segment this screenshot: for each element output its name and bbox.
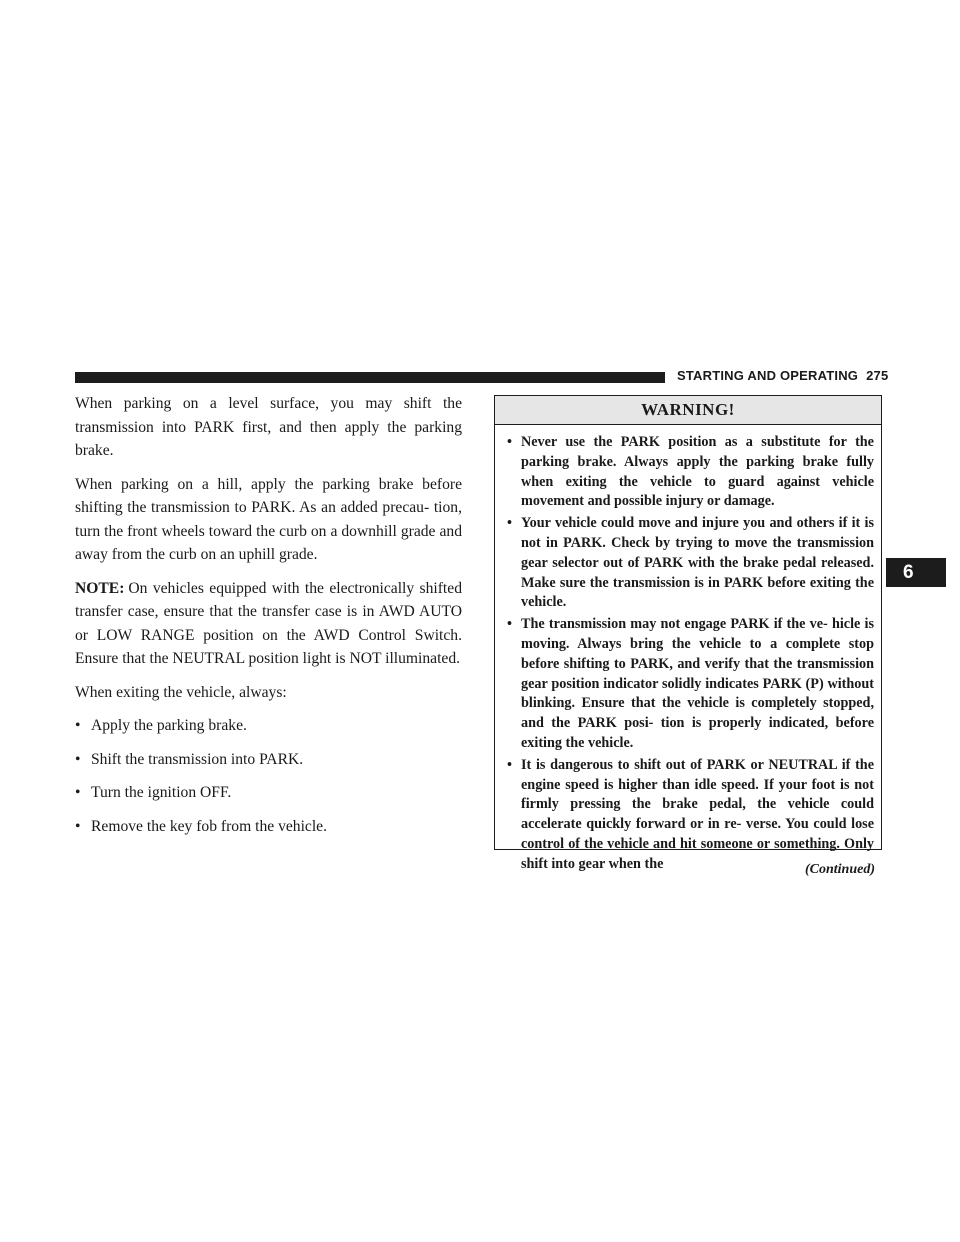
- warning-list: [495, 425, 881, 875]
- list-item: • Turn the ignition OFF.: [75, 781, 462, 805]
- warning-item: • It is dangerous to shift out of PARK or NEUTRAL if the engine speed is higher than idle speed. If your foot is not firmly pressing the brake pedal, the vehicle could accelerate quickly forward or in re- verse. You could lose control of the vehicle and hit someone or something. Only shift into gear when the: [507, 756, 874, 872]
- note-text: On vehicles equipped with the electronically shifted transfer case, ensure that the transfer case is in AWD AUTO or LOW RANGE position on the AWD Control Switch. Ensure that the NEUTRAL position light is NOT illuminated.: [75, 579, 462, 667]
- warning-title: WARNING!: [495, 396, 881, 425]
- list-item: • Remove the key fob from the vehicle.: [75, 815, 462, 839]
- chapter-tab: 6: [886, 558, 946, 587]
- bullet-icon: •: [507, 616, 512, 633]
- bullet-icon: •: [507, 756, 512, 773]
- exit-steps-list: [75, 714, 462, 838]
- note-label: NOTE:: [75, 579, 125, 597]
- warning-item: • Your vehicle could move and injure you and others if it is not in PARK. Check by trying to move the transmission gear selector out of PARK with the brake pedal released. Make sure the transmission is in PARK before exiting the vehicle.: [507, 515, 874, 611]
- paragraph-level-surface: When parking on a level surface, you may shift the transmission into PARK first, and then apply the parking brake.: [75, 395, 462, 459]
- list-item: • Shift the transmission into PARK.: [75, 748, 462, 772]
- warning-item: • Never use the PARK position as a substitute for the parking brake. Always apply the parking brake fully when exiting the vehicle to guard against vehicle movement and possible injury or damage.: [507, 434, 874, 510]
- bullet-icon: •: [75, 717, 81, 734]
- bullet-icon: •: [75, 784, 81, 801]
- bullet-icon: •: [75, 750, 81, 768]
- list-item: • Apply the parking brake.: [75, 714, 462, 738]
- header-rule: [75, 372, 665, 383]
- bullet-icon: •: [75, 817, 81, 835]
- page-number: 275: [866, 368, 889, 383]
- bullet-icon: •: [507, 515, 512, 532]
- bullet-icon: •: [507, 434, 512, 450]
- warning-item: • The transmission may not engage PARK if the ve- hicle is moving. Always bring the vehicle to a complete stop before shifting to PARK, and verify that the transmission gear position indicator solidly indicates PARK (P) without blinking. Ensure that the vehicle is completely stopped, and the PARK posi- tion is properly indicated, before exiting the vehicle.: [507, 616, 874, 751]
- section-title: STARTING AND OPERATING: [677, 368, 859, 383]
- continued-label: (Continued): [804, 862, 875, 877]
- paragraph-hill-parking: When parking on a hill, apply the parking brake before shifting the transmission to PARK. As an added precau- tion, turn the front wheels toward the curb on a downhill grade and away from the curb on an uphill grade.: [75, 475, 462, 563]
- exit-intro: When exiting the vehicle, always:: [75, 683, 287, 701]
- running-header: [677, 368, 892, 383]
- left-column: [75, 392, 462, 848]
- note-paragraph: [75, 577, 462, 671]
